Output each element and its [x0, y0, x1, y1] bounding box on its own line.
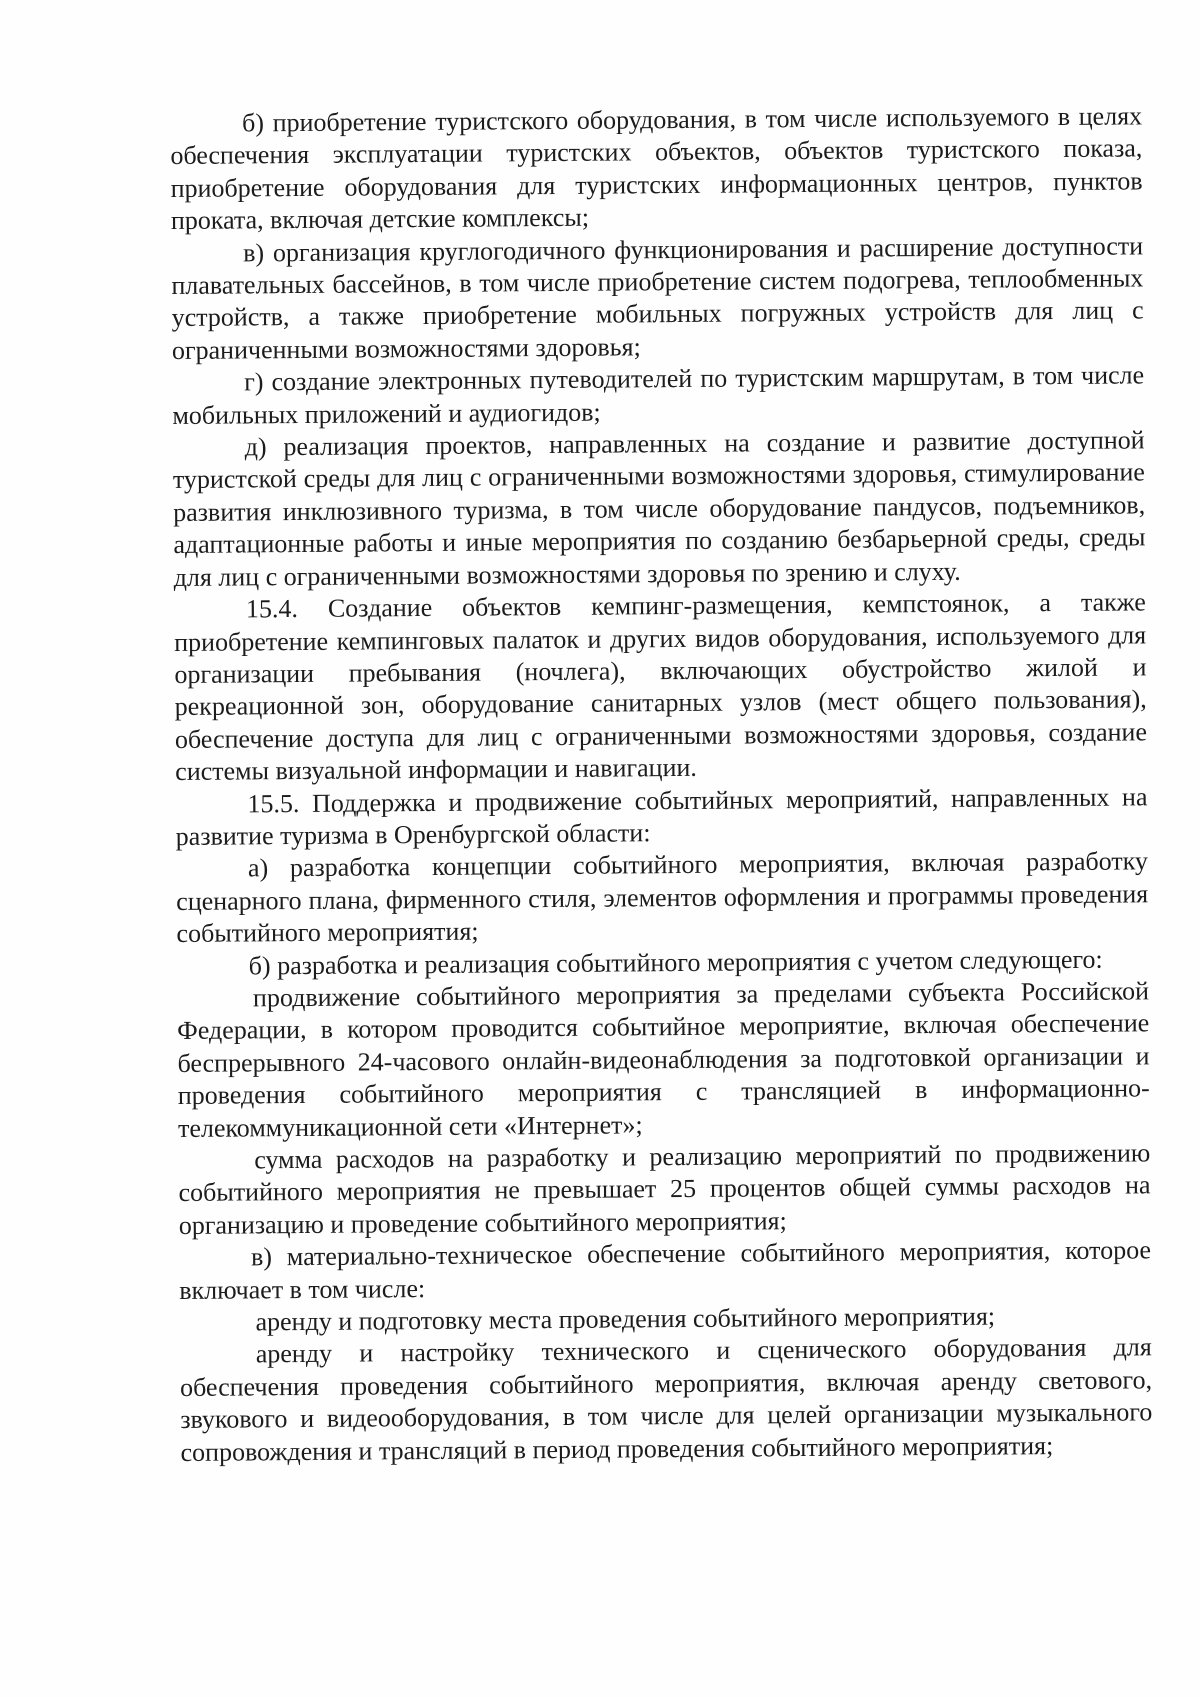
paragraph-equipment-rental: аренду и настройку технического и сценического оборудования для обеспечения проведения событийного мероприятия, включая аренду светового, звукового и видеооборудования, в том числе для целей организации музыкального сопровождения и трансляций в период проведения событийного мероприятия; [179, 1332, 1153, 1467]
paragraph-v-material-support: в) материально-техническое обеспечение событийного мероприятия, которое включает в том числе: [179, 1235, 1152, 1305]
paragraph-b-tourist-equipment: б) приобретение туристского оборудования, в том числе используемого в целях обеспечения эксплуатации туристских объектов, объектов туристского показа, приобретение оборудования для туристских информационных центров, пунктов проката, включая детские комплексы; [170, 101, 1143, 236]
paragraph-venue-rental: аренду и подготовку места проведения событийного мероприятия; [255, 1301, 996, 1337]
paragraph-event-promotion: продвижение событийного мероприятия за пределами субъекта Российской Федерации, в котором проводится событийное мероприятие, включая обеспечение беспрерывного 24-часового онлайн-видеонаблюдения за подготовкой организации и проведения событийного мероприятия с трансляцией в информационно-телекоммуникационной сети «Интернет»; [177, 976, 1150, 1143]
paragraph-d-accessible-environment: д) реализация проектов, направленных на создание и развитие доступной туристской среды для лиц с ограниченными возможностями здоровья, стимулирование развития инклюзивного туризма, в том числе оборудование пандусов, подъемников, адаптационные работы и иные мероприятия по созданию безбарьерной среды, среды для лиц с ограниченными возможностями здоровья по зрению и слуху. [172, 425, 1146, 592]
paragraph-b-event-implementation: б) разработка и реализация событийного мероприятия с учетом следующего: [248, 944, 1103, 980]
paragraph-v-pools: в) организация круглогодичного функционирования и расширение доступности плавательных бассейнов, в том числе приобретение систем подогрева, теплообменных устройств, а также приобретение мобильных погружных устройств для лиц с ограниченными возможностями здоровья; [171, 230, 1144, 365]
paragraph-15-4-camping: 15.4. Создание объектов кемпинг-размещения, кемпстоянок, а также приобретение кемпинговых палаток и других видов оборудования, используемого для организации пребывания (ночлега), включающих обустройство жилой и рекреационной зон, оборудование санитарных узлов (мест общего пользования), обеспечение доступа для лиц с ограниченными возможностями здоровья, создание системы визуальной информации и навигации. [174, 587, 1148, 787]
paragraph-15-5-events: 15.5. Поддержка и продвижение событийных мероприятий, направленных на развитие туризма в Оренбургской области: [175, 781, 1148, 851]
paragraph-g-electronic-guides: г) создание электронных путеводителей по туристским маршрутам, в том числе мобильных приложений и аудиогидов; [172, 360, 1145, 430]
paragraph-expense-limit: сумма расходов на разработку и реализацию мероприятий по продвижению событийного мероприятия не превышает 25 процентов общей суммы расходов на организацию и проведение событийного мероприятия; [178, 1138, 1151, 1240]
paragraph-a-event-concept: а) разработка концепции событийного мероприятия, включая разработку сценарного плана, фирменного стиля, элементов оформления и программы проведения событийного мероприятия; [176, 846, 1149, 949]
document-body [170, 100, 1153, 1469]
